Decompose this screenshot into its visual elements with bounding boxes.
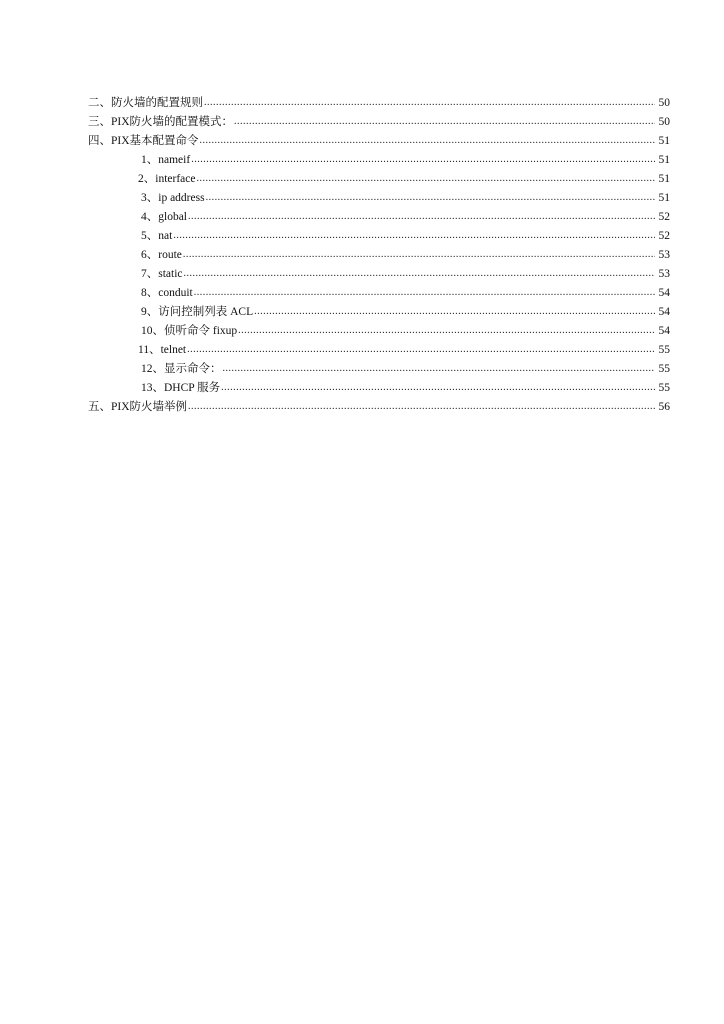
- toc-entry[interactable]: [88, 132, 670, 151]
- toc-entry-page: 51: [658, 173, 670, 185]
- toc-entry-page: 51: [658, 192, 670, 204]
- toc-leader-dots: [183, 245, 655, 264]
- toc-entry-page: 55: [658, 344, 670, 356]
- toc-entry-page: 53: [658, 268, 670, 280]
- toc-entry-title: 9、访问控制列表 ACL: [141, 306, 254, 318]
- toc-leader-dots: [238, 321, 655, 340]
- toc-entry-page: 54: [658, 325, 670, 337]
- toc-leader-dots: [173, 226, 655, 245]
- toc-leader-dots: [221, 378, 655, 397]
- toc-entry-page: 55: [658, 382, 670, 394]
- toc-entry-page: 55: [658, 363, 670, 375]
- toc-entry-title: 11、telnet: [138, 344, 187, 356]
- toc-leader-dots: [204, 93, 655, 112]
- toc-leader-dots: [254, 302, 655, 321]
- toc-subentry[interactable]: [88, 284, 670, 303]
- toc-entry-page: 54: [658, 287, 670, 299]
- toc-subentry[interactable]: [88, 246, 670, 265]
- toc-entry[interactable]: [88, 94, 670, 113]
- toc-leader-dots: [206, 188, 655, 207]
- toc-subentry[interactable]: [88, 170, 670, 189]
- toc-entry-page: 52: [658, 211, 670, 223]
- toc-subentry[interactable]: [88, 379, 670, 398]
- toc-entry-page: 53: [658, 249, 670, 261]
- toc-entry-title: 12、显示命令：: [141, 363, 222, 375]
- toc-entry-page: 54: [658, 306, 670, 318]
- table-of-contents: [88, 94, 670, 417]
- toc-entry[interactable]: [88, 398, 670, 417]
- toc-entry-title: 7、static: [141, 268, 183, 280]
- toc-entry-title: 8、conduit: [141, 287, 193, 299]
- toc-entry[interactable]: [88, 113, 670, 132]
- toc-entry-title: 4、global: [141, 211, 187, 223]
- toc-entry-page: 50: [658, 116, 670, 128]
- toc-entry-page: 56: [658, 401, 670, 413]
- toc-subentry[interactable]: [88, 208, 670, 227]
- toc-leader-dots: [200, 131, 655, 150]
- toc-entry-title: 3、ip address: [141, 192, 205, 204]
- toc-entry-title: 13、DHCP 服务: [141, 382, 221, 394]
- toc-subentry[interactable]: [88, 303, 670, 322]
- toc-entry-page: 51: [658, 135, 670, 147]
- toc-entry-title: 五、PIX防火墙举例: [88, 401, 188, 413]
- toc-leader-dots: [188, 397, 655, 416]
- toc-subentry[interactable]: [88, 360, 670, 379]
- toc-leader-dots: [184, 264, 655, 283]
- toc-entry-page: 52: [658, 230, 670, 242]
- toc-entry-page: 51: [658, 154, 670, 166]
- toc-entry-title: 三、PIX防火墙的配置模式：: [88, 116, 234, 128]
- toc-subentry[interactable]: [88, 322, 670, 341]
- toc-leader-dots: [196, 169, 655, 188]
- toc-leader-dots: [191, 150, 655, 169]
- toc-leader-dots: [234, 112, 655, 131]
- toc-leader-dots: [188, 207, 655, 226]
- toc-subentry[interactable]: [88, 227, 670, 246]
- toc-entry-title: 6、route: [141, 249, 182, 261]
- toc-entry-title: 5、nat: [141, 230, 173, 242]
- toc-subentry[interactable]: [88, 341, 670, 360]
- toc-leader-dots: [194, 283, 655, 302]
- toc-subentry[interactable]: [88, 189, 670, 208]
- toc-leader-dots: [223, 359, 656, 378]
- toc-entry-page: 50: [658, 97, 670, 109]
- toc-entry-title: 2、interface: [138, 173, 196, 185]
- toc-entry-title: 1、nameif: [141, 154, 191, 166]
- toc-leader-dots: [187, 340, 655, 359]
- toc-entry-title: 二、防火墙的配置规则: [88, 97, 203, 109]
- toc-entry-title: 四、PIX基本配置命令: [88, 135, 199, 147]
- toc-subentry[interactable]: [88, 151, 670, 170]
- toc-subentry[interactable]: [88, 265, 670, 284]
- toc-entry-title: 10、侦听命令 fixup: [141, 325, 238, 337]
